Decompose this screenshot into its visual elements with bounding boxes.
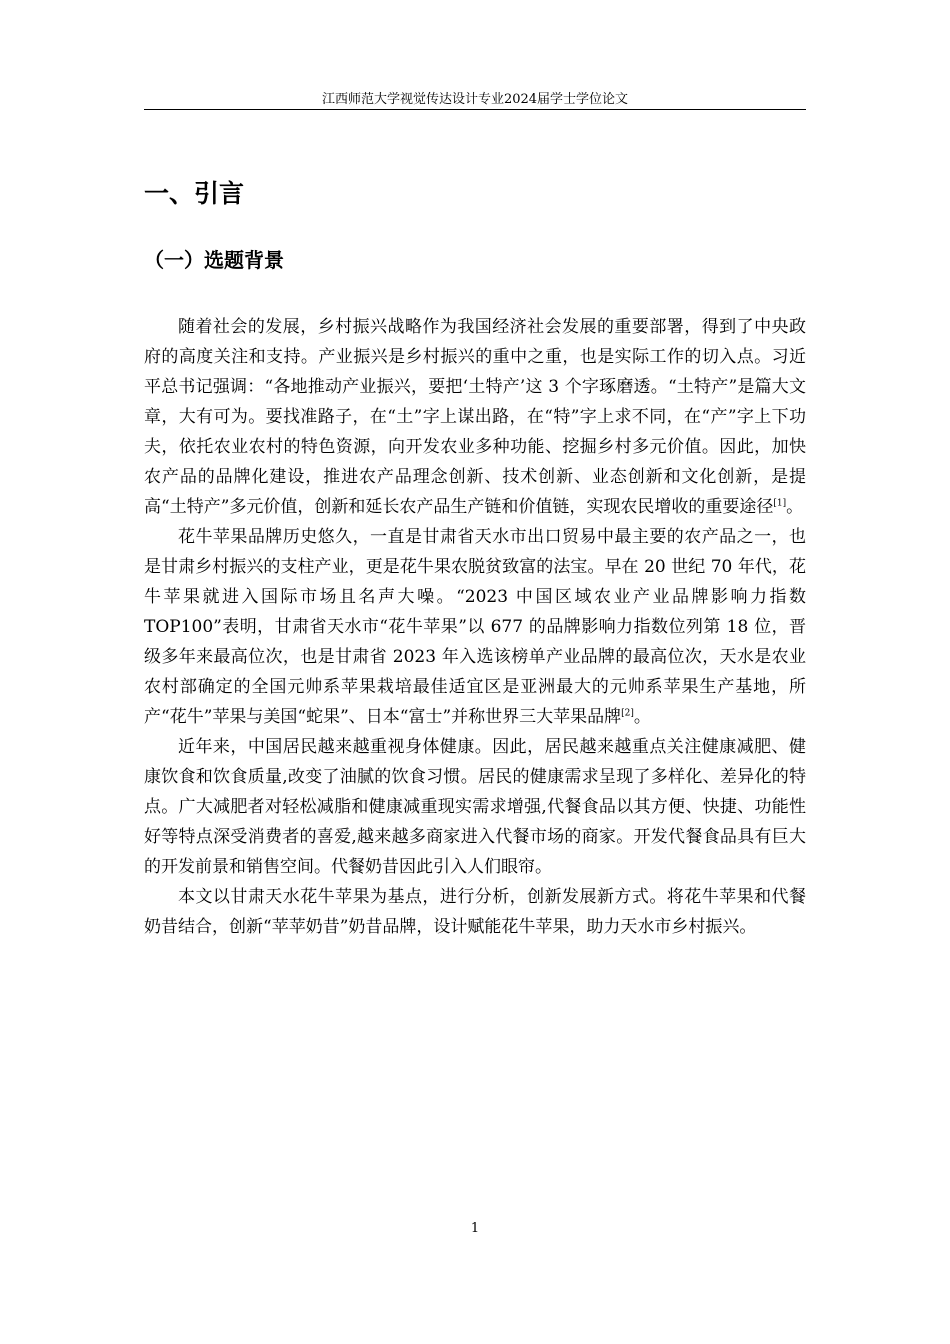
page-number: 1 bbox=[470, 1221, 480, 1236]
chapter-title: 一、引言 bbox=[144, 179, 245, 208]
citation-marker: [2] bbox=[621, 708, 634, 719]
body-text bbox=[144, 312, 806, 942]
paragraph-text: 随着社会的发展，乡村振兴战略作为我国经济社会发展的重要部署，得到了中央政府的高度关注和支持。产业振兴是乡村振兴的重中之重，也是实际工作的切入点。习近平总书记强调：“各地推动产业振兴，要把‘土特产’这 3 个字琢磨透。“土特产”是篇大文章，大有可为。要找准路子，在“土”字上谋出路，在“特”字上求不同，在“产”字上下功夫，依托农业农村的特色资源，向开发农业多种功能、挖掘乡村多元价值。因此，加快农产品的品牌化建设，推进农产品理念创新、技术创新、业态创新和文化创新，是提高“土特产”多元价值，创新和延长农产品生产链和价值链，实现农民增收的重要途径 bbox=[144, 317, 806, 517]
header-rule bbox=[144, 109, 806, 110]
paragraph-3 bbox=[144, 732, 806, 882]
citation-marker: [1] bbox=[773, 498, 787, 509]
running-header: 江西师范大学视觉传达设计专业2024届学士学位论文 bbox=[321, 92, 629, 107]
paragraph-text: 近年来，中国居民越来越重视身体健康。因此，居民越来越重点关注健康减肥、健康饮食和饮食质量,改变了油腻的饮食习惯。居民的健康需求呈现了多样化、差异化的特点。广大减肥者对轻松减脂和健康减重现实需求增强,代餐食品以其方便、快捷、功能性好等特点深受消费者的喜爱,越来越多商家进入代餐市场的商家。开发代餐食品具有巨大的开发前景和销售空间。代餐奶昔因此引入人们眼帘。 bbox=[144, 737, 806, 877]
paragraph-1 bbox=[144, 312, 806, 522]
section-title: （一）选题背景 bbox=[144, 248, 284, 272]
paragraph-4 bbox=[144, 882, 806, 942]
paragraph-tail: 。 bbox=[786, 497, 804, 517]
paragraph-2 bbox=[144, 522, 806, 732]
paragraph-text: 花牛苹果品牌历史悠久，一直是甘肃省天水市出口贸易中最主要的农产品之一，也是甘肃乡村振兴的支柱产业，更是花牛果农脱贫致富的法宝。早在 20 世纪 70 年代，花牛苹果就进入国际市场且名声大噪。“2023 中国区域农业产业品牌影响力指数 TOP100”表明，甘肃省天水市“花牛苹果”以 677 的品牌影响力指数位列第 18 位，晋级多年来最高位次，也是甘肃省 2023 年入选该榜单产业品牌的最高位次，天水是农业农村部确定的全国元帅系苹果栽培最佳适宜区是亚洲最大的元帅系苹果生产基地，所产“花牛”苹果与美国“蛇果”、日本“富士”并称世界三大苹果品牌 bbox=[144, 527, 806, 727]
paragraph-tail: 。 bbox=[633, 707, 651, 727]
paragraph-text: 本文以甘肃天水花牛苹果为基点，进行分析，创新发展新方式。将花牛苹果和代餐奶昔结合，创新“苹苹奶昔”奶昔品牌，设计赋能花牛苹果，助力天水市乡村振兴。 bbox=[144, 887, 806, 937]
